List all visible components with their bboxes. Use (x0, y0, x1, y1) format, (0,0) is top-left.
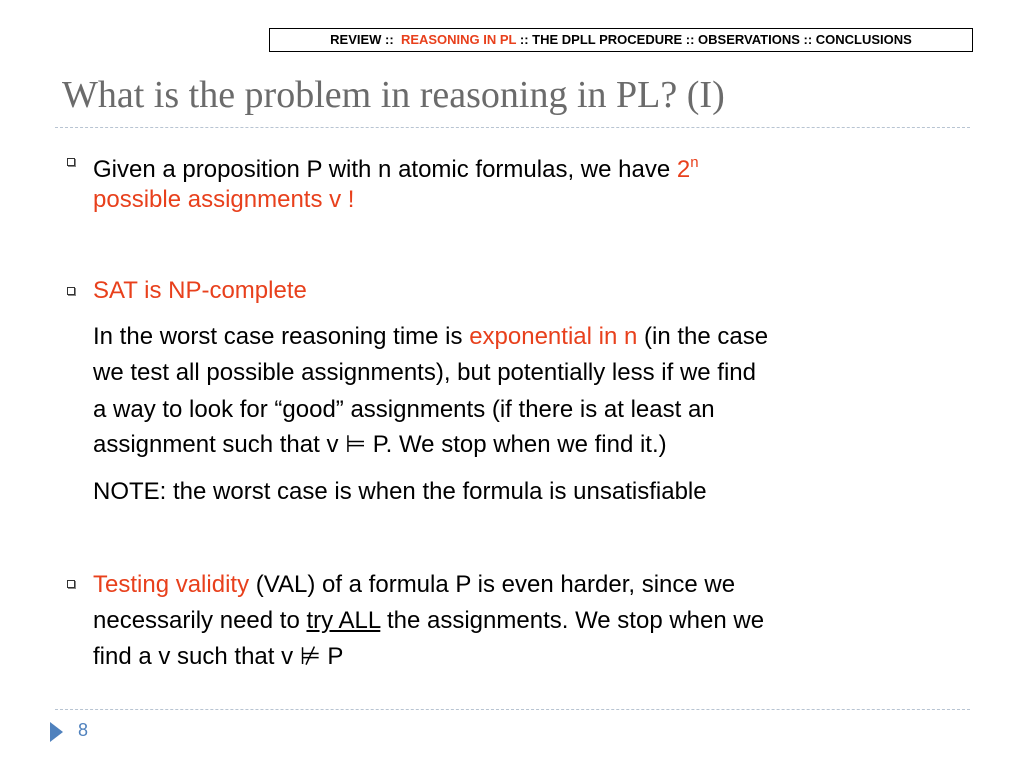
title-divider (55, 127, 970, 128)
bullet-square-icon (67, 580, 75, 588)
page-number: 8 (78, 720, 89, 740)
para-text: In the worst case reasoning time is (93, 323, 463, 350)
bullet3-text: (VAL) of a formula P is even harder, since we (255, 571, 736, 598)
bullet3-text: the assignments. We stop when we (386, 607, 765, 634)
bullet3-underlined: try ALL (306, 607, 381, 634)
bullet2-para-line3: a way to look for “good” assignments (if there is at least an (93, 396, 715, 423)
bullet2-para-line1 (93, 318, 768, 355)
breadcrumb-rest: :: THE DPLL PROCEDURE :: OBSERVATIONS :: CONCLUSIONS (519, 32, 912, 47)
bullet1-text: Given a proposition P with n atomic formulas, we have (93, 156, 671, 183)
breadcrumb-reasoning-active: REASONING IN PL (400, 32, 517, 47)
bullet1-base: 2 (676, 156, 691, 183)
bullet2-para-line2: we test all possible assignments), but potentially less if we find (93, 359, 756, 386)
bullet-square-icon (67, 287, 75, 295)
triangle-arrow-icon (50, 722, 63, 742)
footer-divider (55, 709, 970, 710)
bullet3-line3: find a v such that v ⊭ P (93, 643, 344, 670)
bullet2-heading: SAT is NP-complete (93, 277, 307, 304)
bullet2-note: NOTE: the worst case is when the formula is unsatisfiable (93, 478, 707, 505)
bullet3-line1 (93, 566, 735, 603)
section-breadcrumb (269, 28, 973, 52)
slide-title: What is the problem in reasoning in PL? (I) (62, 74, 725, 116)
bullet-square-icon (67, 158, 75, 166)
bullet1-line2: possible assignments v ! (93, 186, 355, 213)
bullet1-exponent: n (690, 154, 699, 171)
bullet3-highlight: Testing validity (93, 571, 250, 598)
bullet2-para-line4: assignment such that v ⊨ P. We stop when we find it.) (93, 431, 667, 458)
bullet3-line2 (93, 602, 764, 639)
para-highlight: exponential in n (469, 323, 638, 350)
breadcrumb-review: REVIEW :: (330, 32, 394, 47)
para-text: (in the case (644, 323, 769, 350)
bullet3-text: necessarily need to (93, 607, 300, 634)
